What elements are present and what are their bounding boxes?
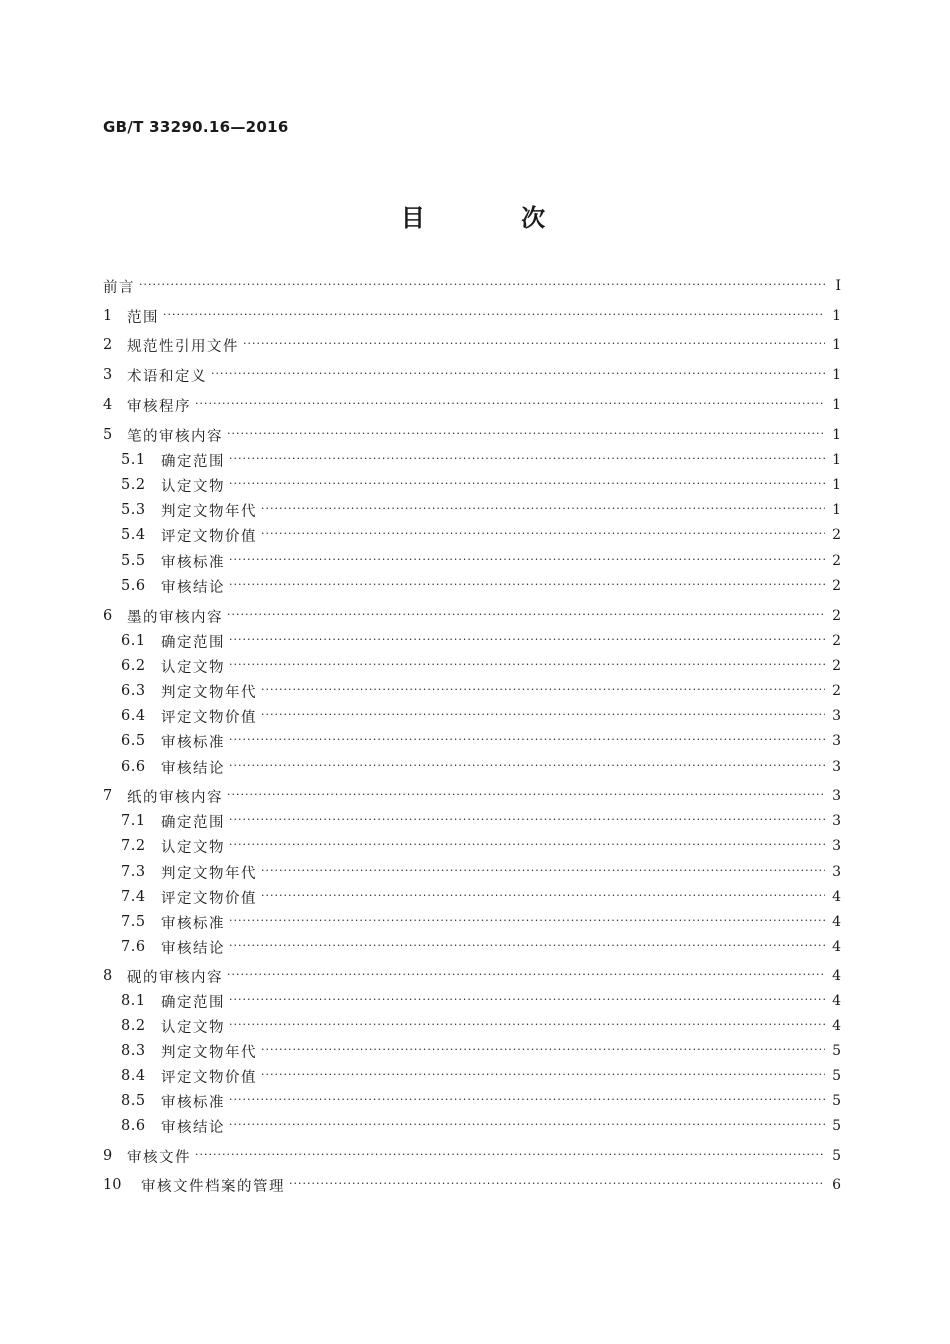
dot-leader <box>261 523 825 547</box>
toc-entry[interactable] <box>121 1064 841 1088</box>
toc-entry-page: 5 <box>832 1118 841 1134</box>
toc-entry-number: 7 <box>103 788 113 804</box>
toc-entry-label: 认定文物 <box>161 478 225 495</box>
toc-entry-number: 1 <box>103 308 113 324</box>
toc-entry[interactable] <box>121 574 841 598</box>
toc-entry-page: 3 <box>832 864 841 880</box>
toc-entry-label: 审核文件档案的管理 <box>141 1178 285 1195</box>
dot-leader <box>261 704 825 728</box>
toc-entry-number: 6.5 <box>121 733 146 749</box>
toc-entry-label: 范围 <box>127 309 159 326</box>
dot-leader <box>227 604 825 628</box>
toc-entry-number: 9 <box>103 1148 113 1164</box>
toc-entry-page: 4 <box>832 993 841 1009</box>
toc-entry-label: 判定文物年代 <box>161 865 257 882</box>
toc-entry-number: 5.6 <box>121 578 146 594</box>
toc-entry-number: 6.4 <box>121 708 146 724</box>
dot-leader <box>229 448 825 472</box>
toc-entry[interactable] <box>121 1039 841 1063</box>
toc-entry-page: 2 <box>832 527 841 543</box>
toc-entry[interactable] <box>103 1173 841 1197</box>
toc-entry-label: 确定范围 <box>161 453 225 470</box>
dot-leader <box>229 834 825 858</box>
toc-entry-page: 1 <box>832 452 841 468</box>
toc-entry-label: 评定文物价值 <box>161 890 257 907</box>
toc-entry-label: 认定文物 <box>161 839 225 856</box>
toc-entry-page: 1 <box>832 502 841 518</box>
toc-entry-label: 评定文物价值 <box>161 709 257 726</box>
dot-leader <box>229 549 825 573</box>
toc-entry-number: 7.1 <box>121 813 146 829</box>
toc-entry[interactable] <box>121 1114 841 1138</box>
toc-entry-page: 5 <box>832 1043 841 1059</box>
toc-entry[interactable] <box>121 549 841 573</box>
toc-entry-page: 3 <box>832 813 841 829</box>
toc-entry-page: 1 <box>832 308 841 324</box>
dot-leader <box>163 304 825 328</box>
toc-entry-number: 7.4 <box>121 889 146 905</box>
toc-entry-page: 1 <box>832 397 841 413</box>
toc-entry-number: 7.2 <box>121 838 146 854</box>
toc-entry-number: 7.6 <box>121 939 146 955</box>
toc-entry-label: 审核结论 <box>161 940 225 957</box>
toc-entry-number: 3 <box>103 367 113 383</box>
toc-entry-label: 墨的审核内容 <box>127 609 223 626</box>
toc-entry[interactable] <box>121 704 841 728</box>
dot-leader <box>229 1014 825 1038</box>
toc-entry-page: 2 <box>832 658 841 674</box>
toc-entry-number: 5 <box>103 427 113 443</box>
toc-entry-label: 砚的审核内容 <box>127 969 223 986</box>
toc-entry-page: 4 <box>832 889 841 905</box>
toc-entry[interactable] <box>121 1014 841 1038</box>
dot-leader <box>229 473 825 497</box>
toc-entry[interactable] <box>103 784 841 808</box>
toc-entry-page: 5 <box>832 1093 841 1109</box>
toc-entry-page: 1 <box>832 337 841 353</box>
toc-entry[interactable] <box>121 498 841 522</box>
toc-entry-label: 评定文物价值 <box>161 1069 257 1086</box>
toc-entry[interactable] <box>103 423 841 447</box>
dot-leader <box>261 498 825 522</box>
toc-entry-number: 5.4 <box>121 527 146 543</box>
dot-leader <box>261 860 825 884</box>
toc-entry-label: 审核标准 <box>161 915 225 932</box>
toc-entry-number: 8 <box>103 968 113 984</box>
dot-leader <box>227 423 825 447</box>
toc-entry[interactable] <box>103 964 841 988</box>
toc-entry-number: 10 <box>103 1177 122 1193</box>
toc-entry-page: 1 <box>832 477 841 493</box>
toc-entry-number: 8.2 <box>121 1018 146 1034</box>
toc-entry[interactable] <box>103 274 841 298</box>
toc-entry-label: 审核程序 <box>127 398 191 415</box>
dot-leader <box>261 1064 825 1088</box>
toc-entry-number: 5.5 <box>121 553 146 569</box>
dot-leader <box>195 1144 825 1168</box>
dot-leader <box>139 274 825 298</box>
dot-leader <box>229 755 825 779</box>
toc-entry-label: 规范性引用文件 <box>127 338 239 355</box>
toc-entry-label: 认定文物 <box>161 659 225 676</box>
toc-entry-label: 术语和定义 <box>127 368 207 385</box>
dot-leader <box>229 729 825 753</box>
toc-entry-page: 4 <box>832 968 841 984</box>
toc-entry-number: 8.6 <box>121 1118 146 1134</box>
dot-leader <box>289 1173 825 1197</box>
toc-entry[interactable] <box>121 755 841 779</box>
toc-entry[interactable] <box>121 448 841 472</box>
toc-entry-label: 判定文物年代 <box>161 684 257 701</box>
dot-leader <box>229 1114 825 1138</box>
toc-entry[interactable] <box>121 989 841 1013</box>
toc-entry[interactable] <box>121 910 841 934</box>
toc-entry[interactable] <box>121 1089 841 1113</box>
dot-leader <box>243 333 825 357</box>
toc-entry-page: Ⅰ <box>835 278 841 294</box>
toc-entry-number: 6.1 <box>121 633 146 649</box>
toc-entry-page: 4 <box>832 1018 841 1034</box>
dot-leader <box>229 989 825 1013</box>
dot-leader <box>261 1039 825 1063</box>
toc-entry[interactable] <box>121 809 841 833</box>
toc-entry-page: 5 <box>832 1068 841 1084</box>
dot-leader <box>227 784 825 808</box>
toc-entry[interactable] <box>103 393 841 417</box>
toc-entry-number: 8.3 <box>121 1043 146 1059</box>
toc-entry-page: 2 <box>832 553 841 569</box>
toc-entry-page: 1 <box>832 367 841 383</box>
toc-entry[interactable] <box>121 885 841 909</box>
toc-entry[interactable] <box>103 363 841 387</box>
dot-leader <box>195 393 825 417</box>
toc-entry-page: 4 <box>832 939 841 955</box>
toc-entry-number: 6.3 <box>121 683 146 699</box>
dot-leader <box>227 964 825 988</box>
dot-leader <box>229 654 825 678</box>
toc-entry-page: 2 <box>832 578 841 594</box>
toc-entry[interactable] <box>121 523 841 547</box>
dot-leader <box>229 1089 825 1113</box>
toc-entry-number: 6.6 <box>121 759 146 775</box>
toc-entry[interactable] <box>121 473 841 497</box>
toc-entry-page: 5 <box>832 1148 841 1164</box>
toc-entry-number: 2 <box>103 337 113 353</box>
toc-entry-label: 笔的审核内容 <box>127 428 223 445</box>
dot-leader <box>229 935 825 959</box>
toc-entry[interactable] <box>121 629 841 653</box>
toc-entry-number: 5.3 <box>121 502 146 518</box>
toc-entry-label: 审核结论 <box>161 1119 225 1136</box>
toc-entry-number: 6.2 <box>121 658 146 674</box>
toc-entry-label: 判定文物年代 <box>161 1044 257 1061</box>
toc-entry-label: 纸的审核内容 <box>127 789 223 806</box>
dot-leader <box>229 629 825 653</box>
toc-entry-page: 2 <box>832 608 841 624</box>
toc-entry[interactable] <box>121 679 841 703</box>
toc-entry-page: 3 <box>832 788 841 804</box>
toc-entry-number: 8.4 <box>121 1068 146 1084</box>
toc-entry[interactable] <box>121 935 841 959</box>
toc-entry-page: 2 <box>832 633 841 649</box>
toc-entry-page: 1 <box>832 427 841 443</box>
toc-entry-label: 审核文件 <box>127 1149 191 1166</box>
toc-entry[interactable] <box>121 860 841 884</box>
toc-entry-number: 7.5 <box>121 914 146 930</box>
toc-entry-label: 确定范围 <box>161 814 225 831</box>
toc-entry-label: 审核结论 <box>161 760 225 777</box>
toc-entry-page: 6 <box>832 1177 841 1193</box>
toc-entry[interactable] <box>103 1144 841 1168</box>
toc-entry-label: 确定范围 <box>161 634 225 651</box>
toc-entry-page: 3 <box>832 838 841 854</box>
toc-entry-number: 5.2 <box>121 477 146 493</box>
toc-entry-label: 认定文物 <box>161 1019 225 1036</box>
toc-entry-number: 8.5 <box>121 1093 146 1109</box>
toc-entry-label: 评定文物价值 <box>161 528 257 545</box>
toc-entry-number: 5.1 <box>121 452 146 468</box>
toc-entry-page: 2 <box>832 683 841 699</box>
dot-leader <box>229 910 825 934</box>
toc-entry-label: 审核标准 <box>161 1094 225 1111</box>
toc-entry-page: 3 <box>832 733 841 749</box>
toc-entry-label: 审核标准 <box>161 554 225 571</box>
dot-leader <box>261 679 825 703</box>
toc-entry[interactable] <box>103 304 841 328</box>
dot-leader <box>229 574 825 598</box>
standard-code: GB/T 33290.16—2016 <box>103 118 289 136</box>
toc-entry-number: 8.1 <box>121 993 146 1009</box>
toc-entry[interactable] <box>121 729 841 753</box>
toc-entry[interactable] <box>103 333 841 357</box>
toc-entry-page: 3 <box>832 759 841 775</box>
toc-entry-label: 审核结论 <box>161 579 225 596</box>
dot-leader <box>229 809 825 833</box>
toc-entry-number: 4 <box>103 397 113 413</box>
toc-entry[interactable] <box>103 604 841 628</box>
toc-entry-label: 判定文物年代 <box>161 503 257 520</box>
page-title: 目 次 <box>400 203 590 232</box>
toc-entry-page: 3 <box>832 708 841 724</box>
toc-entry-number: 7.3 <box>121 864 146 880</box>
toc-entry[interactable] <box>121 834 841 858</box>
dot-leader <box>211 363 825 387</box>
toc-entry-label: 确定范围 <box>161 994 225 1011</box>
toc-entry-label: 前言 <box>103 279 135 296</box>
dot-leader <box>261 885 825 909</box>
toc-entry-page: 4 <box>832 914 841 930</box>
toc-entry[interactable] <box>121 654 841 678</box>
toc-entry-label: 审核标准 <box>161 734 225 751</box>
toc-entry-number: 6 <box>103 608 113 624</box>
